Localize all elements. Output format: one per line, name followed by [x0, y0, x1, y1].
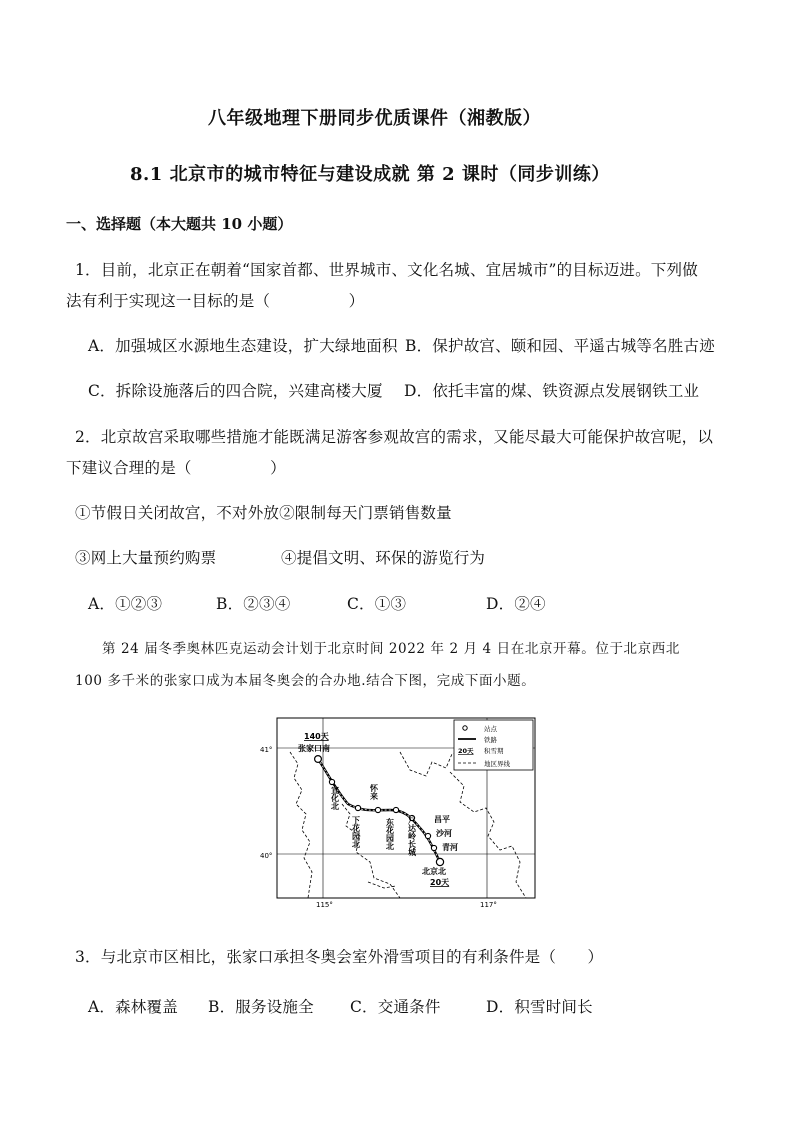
station-zhangjiakou [315, 756, 322, 763]
shahe-label: 沙河 [436, 829, 452, 838]
q1-option-c[interactable]: C．拆除设施落后的四合院，兴建高楼大厦 [88, 382, 383, 400]
railway-map [250, 712, 540, 912]
q1-option-b[interactable]: B．保护故宫、颐和园、平遥古城等名胜古迹 [405, 337, 715, 355]
legend-boundary-label: 地区界线 [484, 760, 510, 768]
station-huailai [375, 807, 380, 812]
legend-station-icon [463, 726, 467, 730]
page-title: 八年级地理下册同步优质课件（湘教版） [208, 108, 541, 129]
zhangjiakou-snow-days: 140天 [304, 732, 329, 741]
q2-option-a[interactable]: A．①②③ [88, 595, 163, 613]
station-xuanhua [329, 779, 334, 784]
q1-stem-line2: 法有利于实现这一目标的是（ ） [66, 292, 365, 310]
station-beijing-north [436, 858, 443, 865]
xiahuayuan-label: 下花园北 [351, 816, 361, 848]
changping-label: 昌平 [434, 815, 450, 824]
q1-stem-line1: 1．目前，北京正在朝着“国家首都、世界城市、文化名城、宜居城市”的目标迈进。下列做 [75, 261, 698, 279]
q1-option-a[interactable]: A．加强城区水源地生态建设，扩大绿地面积 [88, 337, 398, 355]
q2-stem-line1: 2．北京故宫采取哪些措施才能既满足游客参观故宫的需求，又能尽最大可能保护故宫呢，以 [75, 428, 714, 446]
q2-stem-line2: 下建议合理的是（ ） [66, 459, 286, 477]
q2-statement-1-2: ①节假日关闭故宫，不对外放②限制每天门票销售数量 [75, 504, 452, 522]
q2-statement-4: ④提倡文明、环保的游览行为 [281, 549, 486, 567]
qinghe-label: 青河 [442, 843, 458, 852]
q3-option-b[interactable]: B．服务设施全 [208, 998, 314, 1016]
xuanhua-label: 宣化北 [330, 786, 340, 810]
intro-line1: 第 24 届冬季奥林匹克运动会计划于北京时间 2022 年 2 月 4 日在北京开幕。位于北京西北 [102, 641, 680, 657]
lat-label-40: 40° [260, 852, 273, 860]
legend-snow-label: 积雪期 [484, 747, 504, 755]
intro-line2: 100 多千米的张家口成为本届冬奥会的合办地.结合下图，完成下面小题。 [75, 673, 536, 689]
beijing-snow-days: 20天 [430, 878, 450, 887]
lat-label-41: 41° [260, 746, 273, 754]
q3-option-c[interactable]: C．交通条件 [350, 998, 441, 1016]
station-donghuayuan [393, 807, 398, 812]
q1-option-d[interactable]: D．依托丰富的煤、铁资源点发展钢铁工业 [404, 382, 700, 400]
q3-option-a[interactable]: A．森林覆盖 [88, 998, 178, 1016]
lon-label-117: 117° [480, 901, 497, 909]
q2-option-d[interactable]: D．②④ [486, 595, 546, 613]
donghuayuan-label: 东花园北 [385, 818, 395, 850]
q3-stem: 3．与北京市区相比，张家口承担冬奥会室外滑雪项目的有利条件是（ ） [75, 948, 604, 966]
q3-option-d[interactable]: D．积雪时间长 [486, 998, 593, 1016]
zhangjiakou-label: 张家口南 [298, 744, 330, 753]
page-subtitle: 8.1 北京市的城市特征与建设成就 第 2 课时（同步训练） [130, 164, 610, 185]
badaling-label: 八达岭长城 [407, 816, 417, 856]
huailai-label: 怀来 [369, 784, 379, 800]
lon-label-115: 115° [316, 901, 333, 909]
station-shahe [431, 845, 436, 850]
q2-option-b[interactable]: B．②③④ [216, 595, 291, 613]
q2-option-c[interactable]: C．①③ [347, 595, 407, 613]
station-changping [425, 833, 430, 838]
station-xiahuayuan [355, 805, 360, 810]
beijing-north-label: 北京北 [422, 867, 446, 876]
legend-station-label: 站点 [484, 725, 497, 733]
section-heading: 一、选择题（本大题共 10 小题） [66, 215, 293, 233]
legend-snow-sample: 20天 [458, 747, 474, 755]
legend-railway-label: 铁路 [484, 736, 497, 744]
q2-statement-3: ③网上大量预约购票 [75, 549, 217, 567]
